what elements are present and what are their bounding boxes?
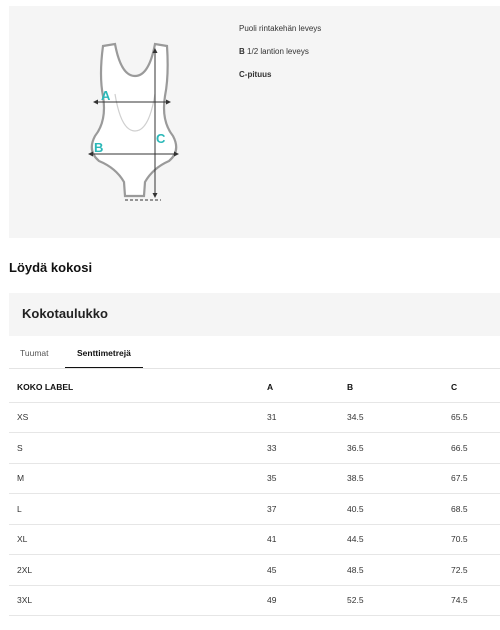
size-diagram-panel (9, 6, 500, 238)
cell-b: 34.5 (347, 402, 451, 433)
cell-a: 45 (267, 555, 347, 586)
cell-size: XL (9, 524, 267, 555)
size-chart-title: Kokotaulukko (22, 306, 108, 321)
cell-b: 38.5 (347, 463, 451, 494)
cell-size: 3XL (9, 585, 267, 616)
column-header-size: KOKO LABEL (9, 372, 267, 402)
cell-a: 37 (267, 494, 347, 525)
cell-size: S (9, 433, 267, 464)
cell-c: 65.5 (451, 402, 500, 433)
cell-size: XS (9, 402, 267, 433)
size-chart-header (9, 293, 500, 336)
cell-b: 44.5 (347, 524, 451, 555)
table-header-row (9, 372, 500, 402)
cell-a: 35 (267, 463, 347, 494)
cell-c: 68.5 (451, 494, 500, 525)
diagram-label-c: C (156, 131, 166, 146)
cell-a: 33 (267, 433, 347, 464)
table-row (9, 585, 500, 616)
swimsuit-diagram (69, 36, 199, 206)
cell-c: 72.5 (451, 555, 500, 586)
table-row (9, 433, 500, 464)
table-row (9, 402, 500, 433)
cell-b: 52.5 (347, 585, 451, 616)
table-row (9, 463, 500, 494)
swimsuit-outline (92, 44, 176, 196)
diagram-label-a: A (101, 88, 111, 103)
size-table (9, 372, 500, 616)
tab-inches[interactable]: Tuumat (20, 348, 49, 358)
legend-row-a (239, 23, 321, 46)
cell-size: M (9, 463, 267, 494)
legend-c-label: C-pituus (239, 70, 272, 79)
legend-row-b (239, 46, 321, 69)
unit-tabs (9, 340, 500, 369)
legend-b-key: B (239, 47, 245, 56)
cell-b: 40.5 (347, 494, 451, 525)
cell-c: 74.5 (451, 585, 500, 616)
legend-row-c (239, 69, 321, 92)
cell-size: 2XL (9, 555, 267, 586)
cell-a: 49 (267, 585, 347, 616)
table-row (9, 524, 500, 555)
column-header-a: A (267, 372, 347, 402)
cell-c: 66.5 (451, 433, 500, 464)
table-row (9, 494, 500, 525)
arrow-head-a-left (93, 100, 98, 105)
legend-a-label: Puoli rintakehän leveys (239, 24, 322, 33)
legend-b-label: 1/2 lantion leveys (247, 47, 309, 56)
table-row (9, 555, 500, 586)
column-header-b: B (347, 372, 451, 402)
cell-a: 41 (267, 524, 347, 555)
cell-c: 70.5 (451, 524, 500, 555)
cell-c: 67.5 (451, 463, 500, 494)
column-header-c: C (451, 372, 500, 402)
find-size-heading: Löydä kokosi (9, 260, 93, 275)
cell-b: 36.5 (347, 433, 451, 464)
measurement-legend (239, 23, 321, 92)
cell-a: 31 (267, 402, 347, 433)
diagram-label-b: B (94, 140, 104, 155)
tab-centimeters[interactable]: Senttimetrejä (65, 340, 143, 368)
arrow-head-c-bottom (153, 193, 158, 198)
arrow-head-a-right (166, 100, 171, 105)
cell-b: 48.5 (347, 555, 451, 586)
arrow-head-b-left (88, 152, 93, 157)
cell-size: L (9, 494, 267, 525)
